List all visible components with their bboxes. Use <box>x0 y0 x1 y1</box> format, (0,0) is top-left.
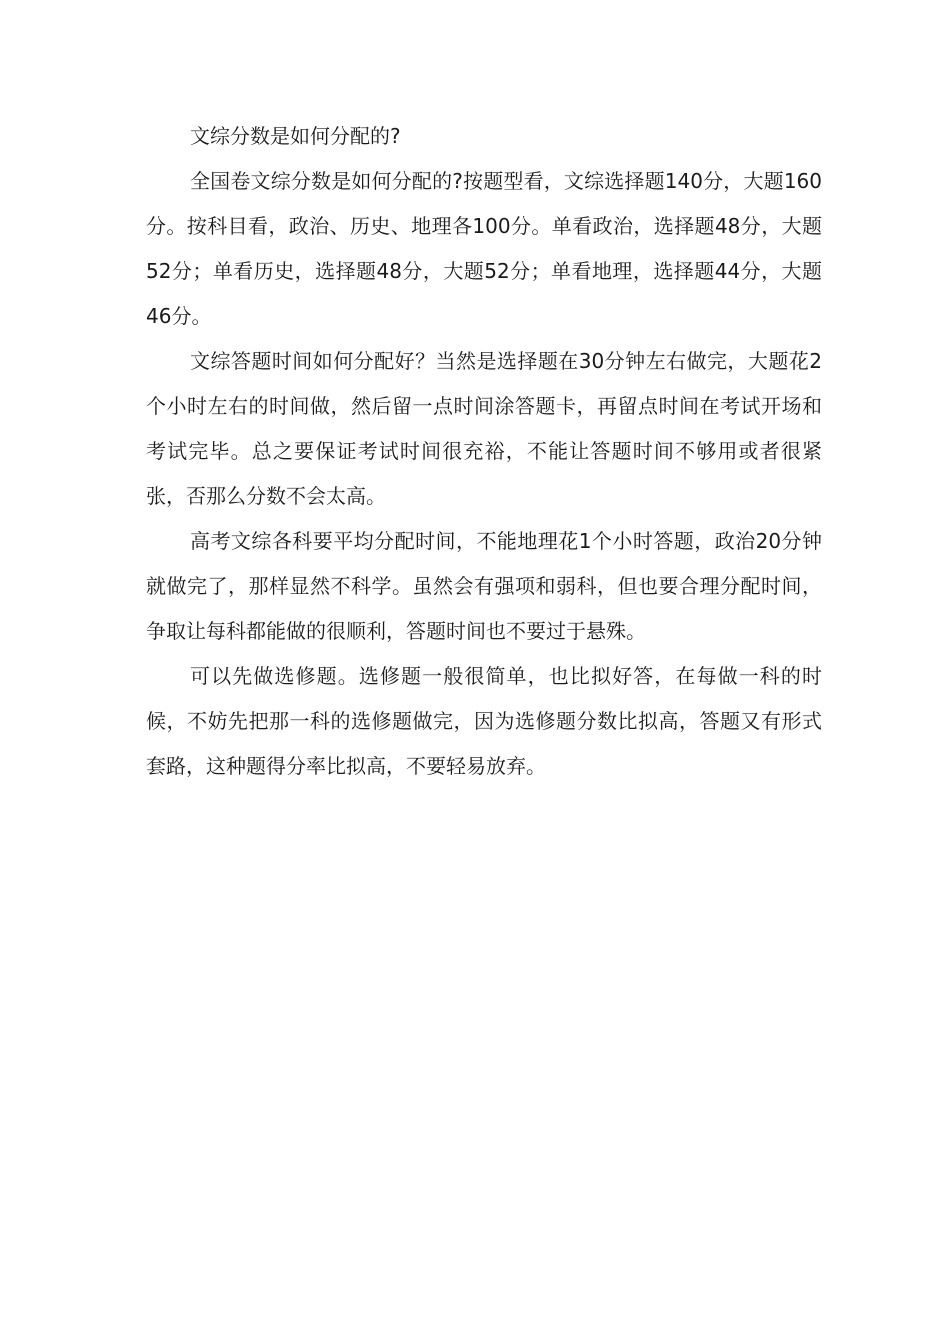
paragraph-elective-questions: 可以先做选修题。选修题一般很简单，也比拟好答，在每做一科的时候，不妨先把那一科的选修题做完，因为选修题分数比拟高，答题又有形式套路，这种题得分率比拟高，不要轻易放弃。 <box>146 664 822 778</box>
paragraph-score-distribution: 全国卷文综分数是如何分配的?按题型看，文综选择题140分，大题160分。按科目看，政治、历史、地理各100分。单看政治，选择题48分，大题52分；单看历史，选择题48分，大题52分；单看地理，选择题44分，大题46分。 <box>146 169 822 328</box>
paragraph-balance-subjects: 高考文综各科要平均分配时间，不能地理花1个小时答题，政治20分钟就做完了，那样显然不科学。虽然会有强项和弱科，但也要合理分配时间，争取让每科都能做的很顺利，答题时间也不要过于悬殊。 <box>146 529 822 643</box>
document-body <box>146 114 822 789</box>
document-title: 文综分数是如何分配的? <box>190 124 401 148</box>
paragraph-time-allocation: 文综答题时间如何分配好？当然是选择题在30分钟左右做完，大题花2个小时左右的时间做，然后留一点时间涂答题卡，再留点时间在考试开场和考试完毕。总之要保证考试时间很充裕，不能让答题时间不够用或者很紧张，否那么分数不会太高。 <box>146 349 822 508</box>
